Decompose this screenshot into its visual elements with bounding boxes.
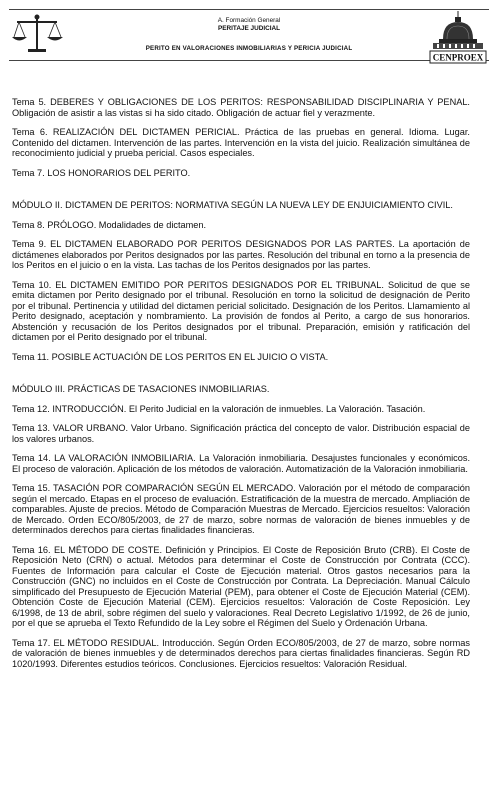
- page-header: [9, 9, 489, 67]
- tema-12: Tema 12. INTRODUCCIÓN. El Perito Judicial en la valoración de inmuebles. La Valoración. Tasación.: [12, 403, 426, 414]
- tema-5: Tema 5. DEBERES Y OBLIGACIONES DE LOS PERITOS: RESPONSABILIDAD DISCIPLINARIA Y PENAL. Obligación de asistir a las vistas si ha sido citado. Obligación de actuar fiel y verazmente.: [12, 97, 470, 118]
- syllabus-content: [12, 97, 470, 669]
- tema-11: Tema 11. POSIBLE ACTUACIÓN DE LOS PERITOS EN EL JUICIO O VISTA.: [12, 351, 329, 362]
- tema-8: Tema 8. PRÓLOGO. Modalidades de dictamen.: [12, 219, 207, 230]
- header-course-title: PERITO EN VALORACIONES INMOBILIARIAS Y PERICIA JUDICIAL: [145, 45, 353, 52]
- cenproex-logo-text: CENPROEX: [432, 52, 484, 63]
- cenproex-logo: [429, 9, 487, 67]
- header-subtitle: PERITAJE JUDICIAL: [217, 25, 281, 32]
- tema-15: Tema 15. TASACIÓN POR COMPARACIÓN SEGÚN EL MERCADO. Valoración por el método de comparación según el mercado. Etapas en el proceso de evaluación. Estratificación de la muestra de mercado. Ampliación de comparables. Ajuste de precios. Método de Comparación Muestras de Mercado. Ejercicios resueltos: Valoración de Mercado. Orden ECO/805/2003, de 27 de marzo, sobre normas de valoración de bienes inmuebles y de determinados derechos para ciertas finalidades financieras.: [12, 483, 470, 535]
- modulo-2-heading: MÓDULO II. DICTAMEN DE PERITOS: NORMATIVA SEGÚN LA NUEVA LEY DE ENJUICIAMIENTO CIVIL.: [12, 200, 453, 210]
- tema-17: Tema 17. EL MÉTODO RESIDUAL. Introducción. Según Orden ECO/805/2003, de 27 de marzo, sobre normas de valoración de bienes inmuebles y de determinados derechos para ciertas finalidades financieras. Según RD 1020/1993. Diferentes estudios teóricos. Conclusiones. Ejercicios resueltos: Valoración Residual.: [12, 637, 470, 669]
- tema-14: Tema 14. LA VALORACIÓN INMOBILIARIA. La Valoración inmobiliaria. Desajustes funcionales y económicos. El proceso de valoración. Aplicación de los métodos de valoración. Automatización de la Valoración inmobiliaria.: [12, 453, 470, 474]
- scales-of-justice-icon: [11, 13, 63, 55]
- modulo-3-heading: MÓDULO III. PRÁCTICAS DE TASACIONES INMOBILIARIAS.: [12, 384, 270, 394]
- tema-9: Tema 9. EL DICTAMEN ELABORADO POR PERITOS DESIGNADOS POR LAS PARTES. La aportación de dictámenes elaborados por Peritos designados por las partes. Resolución del tribunal en torno a la presencia de los Peritos en el juicio o en la vista. Las tachas de los Peritos designados por las partes.: [12, 239, 470, 270]
- tema-7: Tema 7. LOS HONORARIOS DEL PERITO.: [12, 167, 191, 178]
- tema-6: Tema 6. REALIZACIÓN DEL DICTAMEN PERICIAL. Práctica de las pruebas en general. Idioma. Lugar. Contenido del dictamen. Intervención de las partes. Intervención en la vista del juicio. Realización simultánea de reconocimiento judicial y prueba pericial. Casos especiales.: [12, 127, 470, 158]
- dome-building-icon: [433, 11, 483, 49]
- header-section-label: A. Formación General: [217, 17, 281, 24]
- tema-16: Tema 16. EL MÉTODO DE COSTE. Definición y Principios. El Coste de Reposición Bruto (CRB). El Coste de Reposición Neto (CRN) o actual. Métodos para determinar el Coste de Construcción por Contrata (CCC). Fuentes de Información para calcular el Coste de Ejecución material. Otros gastos necesarios para la Construcción (GNC) no incluidos en el Coste de Construcción por Contrata. La Depreciación. Manual Cálculo simplificado del Presupuesto de Ejecución Material (PEM), para obtener el Coste de Ejecución Material (CEM). Obtención Coste de Ejecución Material (CEM). Ejercicios resueltos: Valoración de Coste Reposición. Ley 6/1998, de 13 de abril, sobre régimen del suelo y valoraciones. Real Decreto Legislativo 1/1992, de 26 de junio, por el que se aprueba el Texto Refundido de la Ley sobre el Régimen del Suelo y Ordenación Urbana.: [12, 544, 470, 628]
- tema-10: Tema 10. EL DICTAMEN EMITIDO POR PERITOS DESIGNADOS POR EL TRIBUNAL. Solicitud de que se emita dictamen por Perito designado por el tribunal. Resolución en torno la solicitud de designación de Perito por el tribunal. Pertinencia y utilidad del dictamen pericial solicitado. Designación de los Peritos. Llamamiento al Perito designado, aceptación y nombramiento. La provisión de fondos al Perito, a cargo de sus honorarios. Abstención y recusación de los Peritos designados por el tribunal. Preparación, emisión y ratificación del dictamen por el Perito designado por el tribunal.: [12, 279, 470, 342]
- tema-13: Tema 13. VALOR URBANO. Valor Urbano. Significación práctica del concepto de valor. Distribución espacial de los valores urbanos.: [12, 423, 470, 444]
